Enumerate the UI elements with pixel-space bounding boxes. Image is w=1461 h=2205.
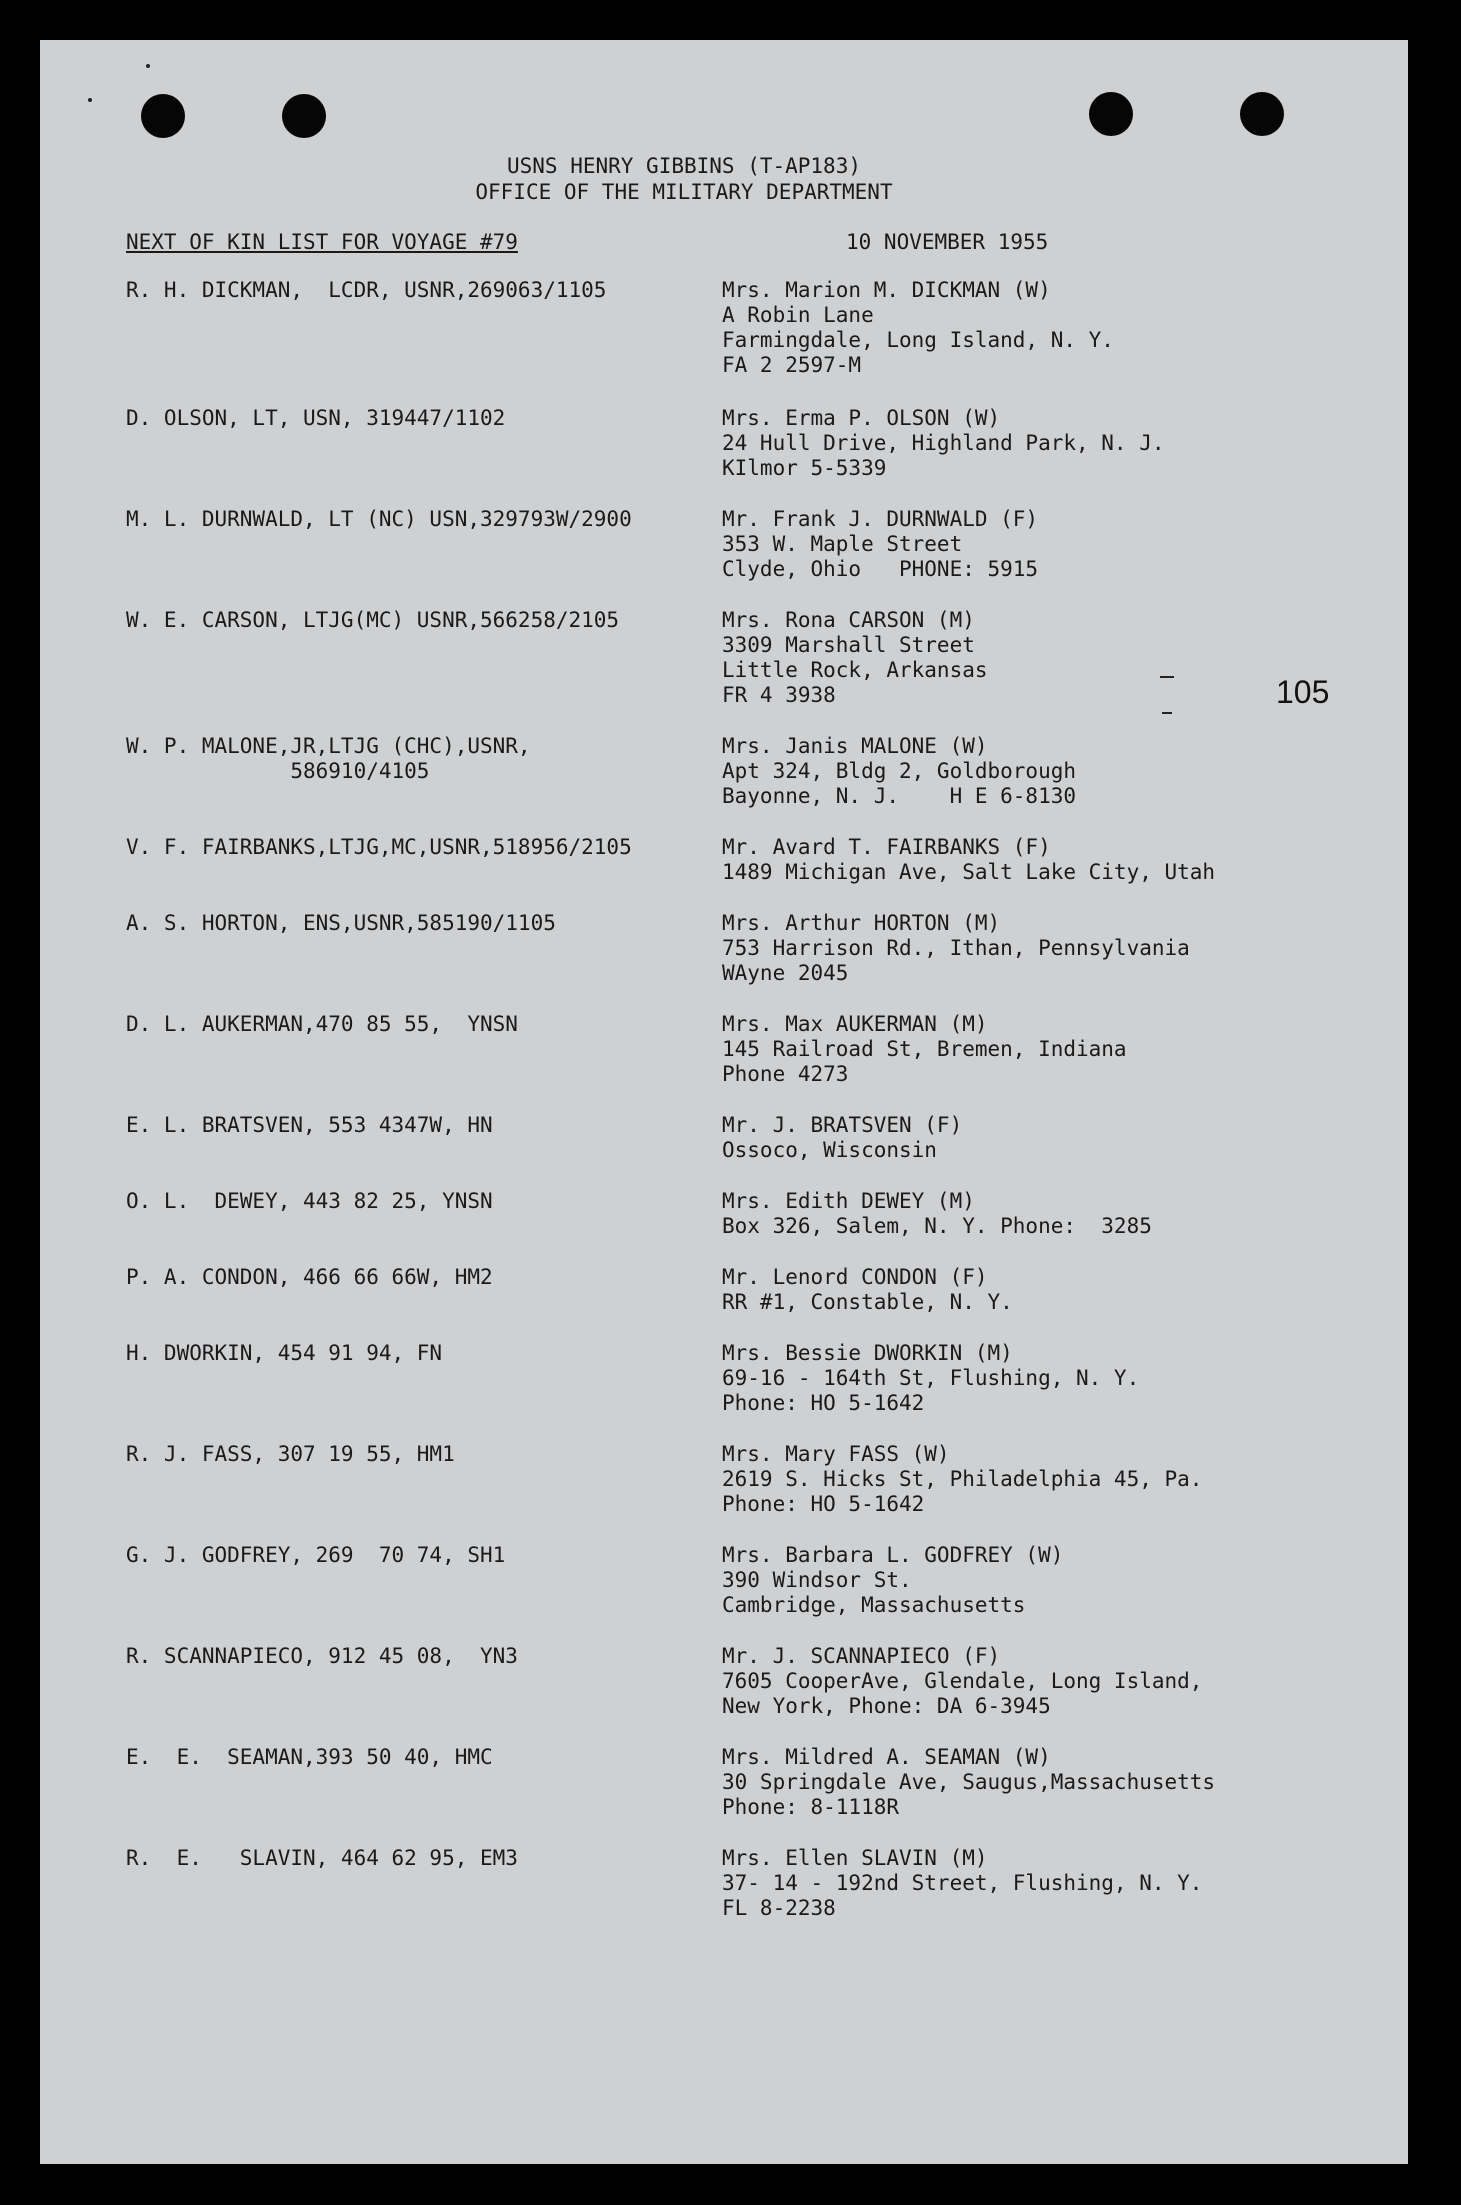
next-of-kin-line: 37- 14 - 192nd Street, Flushing, N. Y.: [722, 1871, 1203, 1895]
next-of-kin-line: Phone: HO 5-1642: [722, 1391, 925, 1415]
document-page: [40, 40, 1408, 2164]
next-of-kin: [722, 1745, 1362, 1820]
service-member-line: R. J. FASS, 307 19 55, HM1: [126, 1442, 455, 1466]
next-of-kin-line: Mrs. Erma P. OLSON (W): [722, 406, 1001, 430]
service-member: [126, 278, 726, 303]
next-of-kin: [722, 1442, 1362, 1517]
service-member-line: O. L. DEWEY, 443 82 25, YNSN: [126, 1189, 493, 1213]
service-member-line: R. SCANNAPIECO, 912 45 08, YN3: [126, 1644, 518, 1668]
next-of-kin: [722, 835, 1362, 885]
next-of-kin-line: Mr. J. BRATSVEN (F): [722, 1113, 963, 1137]
service-member: [126, 1341, 726, 1366]
speck: [146, 64, 150, 68]
next-of-kin-line: Bayonne, N. J. H E 6-8130: [722, 784, 1077, 808]
service-member: [126, 734, 726, 784]
next-of-kin-line: RR #1, Constable, N. Y.: [722, 1290, 1013, 1314]
next-of-kin: [722, 911, 1362, 986]
next-of-kin: [722, 1012, 1362, 1087]
next-of-kin-line: 145 Railroad St, Bremen, Indiana: [722, 1037, 1127, 1061]
ship-title: USNS HENRY GIBBINS (T-AP183): [506, 154, 861, 178]
next-of-kin-line: KIlmor 5-5339: [722, 456, 887, 480]
service-member-line: M. L. DURNWALD, LT (NC) USN,329793W/2900: [126, 507, 632, 531]
next-of-kin-line: WAyne 2045: [722, 961, 849, 985]
next-of-kin-line: Mr. Frank J. DURNWALD (F): [722, 507, 1039, 531]
service-member-line: D. L. AUKERMAN,470 85 55, YNSN: [126, 1012, 518, 1036]
next-of-kin-line: Mrs. Barbara L. GODFREY (W): [722, 1543, 1064, 1567]
next-of-kin-line: Mr. J. SCANNAPIECO (F): [722, 1644, 1001, 1668]
service-member: [126, 1265, 726, 1290]
next-of-kin-line: FR 4 3938: [722, 683, 836, 707]
next-of-kin-line: FL 8-2238: [722, 1896, 836, 1920]
service-member: [126, 1846, 726, 1871]
next-of-kin-line: Apt 324, Bldg 2, Goldborough: [722, 759, 1077, 783]
next-of-kin: [722, 1189, 1362, 1239]
punch-hole: [1240, 92, 1284, 136]
list-date: 10 NOVEMBER 1955: [846, 230, 1049, 254]
next-of-kin-line: Mrs. Rona CARSON (M): [722, 608, 975, 632]
next-of-kin: [722, 406, 1362, 481]
service-member-line: R. H. DICKMAN, LCDR, USNR,269063/1105: [126, 278, 607, 302]
service-member-line: A. S. HORTON, ENS,USNR,585190/1105: [126, 911, 556, 935]
service-member: [126, 1543, 726, 1568]
service-member: [126, 507, 726, 532]
next-of-kin: [722, 1543, 1362, 1618]
next-of-kin-line: 30 Springdale Ave, Saugus,Massachusetts: [722, 1770, 1216, 1794]
next-of-kin: [722, 1846, 1362, 1921]
service-member: [126, 406, 726, 431]
next-of-kin-line: 69-16 - 164th St, Flushing, N. Y.: [722, 1366, 1140, 1390]
next-of-kin-line: Box 326, Salem, N. Y. Phone: 3285: [722, 1214, 1152, 1238]
next-of-kin-line: Mr. Lenord CONDON (F): [722, 1265, 988, 1289]
service-member-line: D. OLSON, LT, USN, 319447/1102: [126, 406, 506, 430]
service-member: [126, 911, 726, 936]
punch-hole: [1089, 92, 1133, 136]
punch-hole: [282, 94, 326, 138]
next-of-kin: [722, 507, 1362, 582]
next-of-kin-line: Phone: HO 5-1642: [722, 1492, 925, 1516]
next-of-kin-line: Clyde, Ohio PHONE: 5915: [722, 557, 1039, 581]
service-member: [126, 1745, 726, 1770]
service-member-line: H. DWORKIN, 454 91 94, FN: [126, 1341, 443, 1365]
service-member: [126, 1644, 726, 1669]
next-of-kin-line: Mrs. Mary FASS (W): [722, 1442, 950, 1466]
office-title: OFFICE OF THE MILITARY DEPARTMENT: [475, 180, 893, 204]
service-member-line: 586910/4105: [126, 759, 430, 783]
next-of-kin-line: 753 Harrison Rd., Ithan, Pennsylvania: [722, 936, 1190, 960]
next-of-kin: [722, 1341, 1362, 1416]
next-of-kin-line: 3309 Marshall Street: [722, 633, 975, 657]
service-member-line: E. E. SEAMAN,393 50 40, HMC: [126, 1745, 493, 1769]
punch-hole: [141, 94, 185, 138]
next-of-kin-line: 2619 S. Hicks St, Philadelphia 45, Pa.: [722, 1467, 1203, 1491]
next-of-kin-line: Mrs. Janis MALONE (W): [722, 734, 988, 758]
next-of-kin-line: A Robin Lane: [722, 303, 874, 327]
next-of-kin-line: Mrs. Arthur HORTON (M): [722, 911, 1001, 935]
next-of-kin-line: 24 Hull Drive, Highland Park, N. J.: [722, 431, 1165, 455]
next-of-kin-line: Mrs. Marion M. DICKMAN (W): [722, 278, 1051, 302]
next-of-kin-line: 353 W. Maple Street: [722, 532, 963, 556]
service-member: [126, 1189, 726, 1214]
list-title: NEXT OF KIN LIST FOR VOYAGE #79: [126, 230, 518, 254]
next-of-kin-line: Phone: 8-1118R: [722, 1795, 900, 1819]
next-of-kin-line: Little Rock, Arkansas: [722, 658, 988, 682]
service-member-line: W. P. MALONE,JR,LTJG (CHC),USNR,: [126, 734, 531, 758]
next-of-kin-line: Mrs. Max AUKERMAN (M): [722, 1012, 988, 1036]
next-of-kin-line: Mrs. Edith DEWEY (M): [722, 1189, 975, 1213]
service-member: [126, 1012, 726, 1037]
next-of-kin-line: 390 Windsor St.: [722, 1568, 912, 1592]
next-of-kin-line: Mrs. Bessie DWORKIN (M): [722, 1341, 1013, 1365]
next-of-kin-line: Cambridge, Massachusetts: [722, 1593, 1026, 1617]
next-of-kin-line: 1489 Michigan Ave, Salt Lake City, Utah: [722, 860, 1216, 884]
next-of-kin: [722, 608, 1362, 708]
service-member: [126, 835, 726, 860]
page-number: 105: [1276, 674, 1330, 710]
next-of-kin: [722, 1644, 1362, 1719]
next-of-kin: [722, 1113, 1362, 1163]
next-of-kin: [722, 734, 1362, 809]
next-of-kin: [722, 1265, 1362, 1315]
next-of-kin-line: FA 2 2597-M: [722, 353, 862, 377]
next-of-kin-line: Phone 4273: [722, 1062, 849, 1086]
service-member-line: E. L. BRATSVEN, 553 4347W, HN: [126, 1113, 493, 1137]
next-of-kin-line: New York, Phone: DA 6-3945: [722, 1694, 1051, 1718]
service-member: [126, 1442, 726, 1467]
stray-mark: [1162, 712, 1172, 714]
next-of-kin-line: Mrs. Ellen SLAVIN (M): [722, 1846, 988, 1870]
service-member-line: V. F. FAIRBANKS,LTJG,MC,USNR,518956/2105: [126, 835, 632, 859]
next-of-kin-line: Mrs. Mildred A. SEAMAN (W): [722, 1745, 1051, 1769]
next-of-kin: [722, 278, 1362, 378]
service-member-line: G. J. GODFREY, 269 70 74, SH1: [126, 1543, 506, 1567]
service-member-line: R. E. SLAVIN, 464 62 95, EM3: [126, 1846, 518, 1870]
service-member-line: W. E. CARSON, LTJG(MC) USNR,566258/2105: [126, 608, 620, 632]
service-member: [126, 1113, 726, 1138]
next-of-kin-line: Ossoco, Wisconsin: [722, 1138, 937, 1162]
next-of-kin-line: 7605 CooperAve, Glendale, Long Island,: [722, 1669, 1203, 1693]
service-member-line: P. A. CONDON, 466 66 66W, HM2: [126, 1265, 493, 1289]
next-of-kin-line: Mr. Avard T. FAIRBANKS (F): [722, 835, 1051, 859]
speck: [88, 98, 92, 102]
next-of-kin-line: Farmingdale, Long Island, N. Y.: [722, 328, 1114, 352]
service-member: [126, 608, 726, 633]
